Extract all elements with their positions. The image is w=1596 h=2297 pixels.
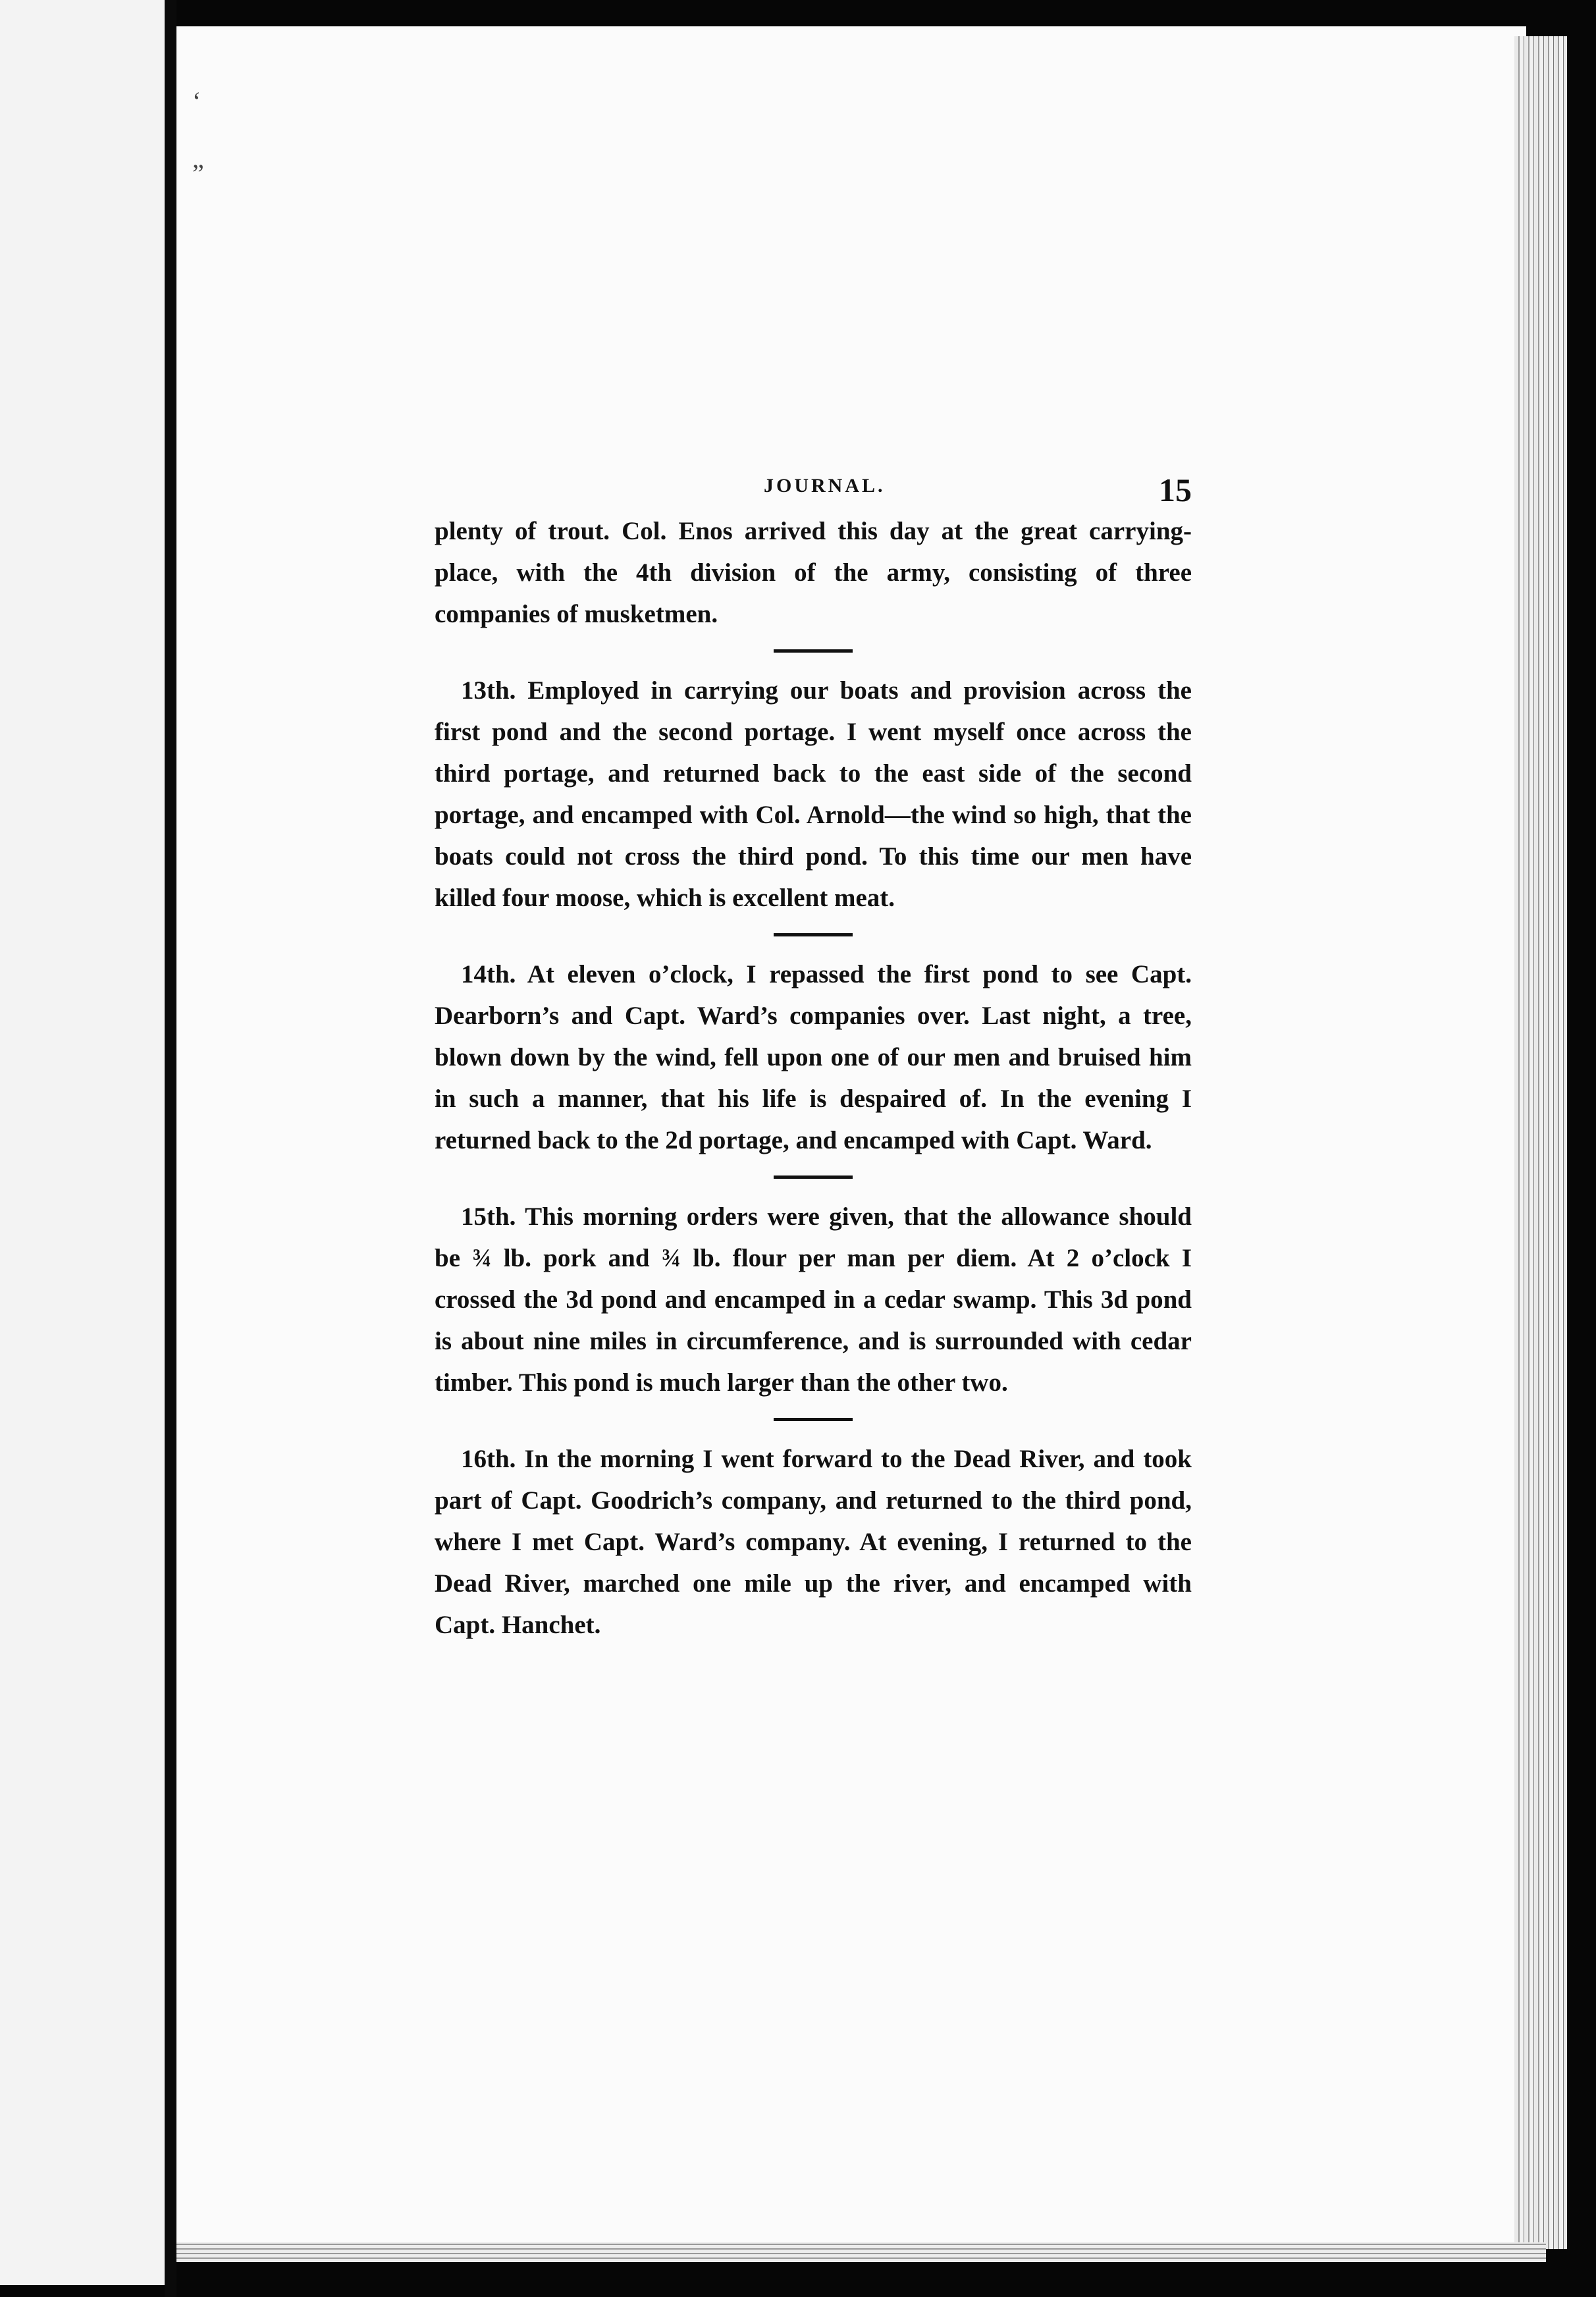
facing-page	[0, 0, 165, 2285]
journal-entry-15th: 15th. This morning orders were given, that the allowance should be ¾ lb. pork and ¾ lb. flour per man per diem. At 2 o’clock I crossed the 3d pond and encamped in a cedar swamp. This 3d pond is about nine miles in circumference, and is surrounded with cedar timber. This pond is much larger than the other two.	[435, 1203, 1192, 1397]
page-bottom-edge	[176, 2242, 1546, 2262]
page-number: 15	[1159, 472, 1192, 508]
journal-entry-16th: 16th. In the morning I went forward to the Dead River, and took part of Capt. Goodrich’s company, and returned to the third pond, where I met Capt. Ward’s company. At evening, I returned to the Dead River, marched one mile up the river, and encamped with Capt. Hanchet.	[435, 1445, 1192, 1639]
journal-entry-14th: 14th. At eleven o’clock, I repassed the first pond to see Capt. Dearborn’s and Capt. Ward’s companies over. Last night, a tree, blown down by the wind, fell upon one of our men and bruised him in such a manner, that his life is despaired of. In the evening I returned back to the 2d portage, and encamped with Capt. Ward.	[435, 960, 1192, 1154]
entry-divider	[774, 1176, 853, 1179]
entry-divider	[774, 933, 853, 936]
running-head: JOURNAL.	[764, 475, 886, 497]
margin-mark: ”	[192, 159, 204, 188]
journal-text	[435, 510, 1192, 1646]
book-gutter	[165, 0, 176, 2297]
journal-entry-13th: 13th. Employed in carrying our boats and provision across the first pond and the second portage. I went myself once across the third portage, and returned back to the east side of the second portage, and encamped with Col. Arnold—the wind so high, that the boats could not cross the third pond. To this time our men have killed four moose, which is excellent meat.	[435, 676, 1192, 912]
journal-entry-continuation: plenty of trout. Col. Enos arrived this day at the great carrying-place, with the 4th division of the army, consisting of three companies of musketmen.	[435, 517, 1192, 628]
entry-divider	[774, 1418, 853, 1421]
entry-divider	[774, 649, 853, 653]
page-edges	[1514, 36, 1567, 2249]
margin-mark: ‘	[192, 86, 201, 116]
